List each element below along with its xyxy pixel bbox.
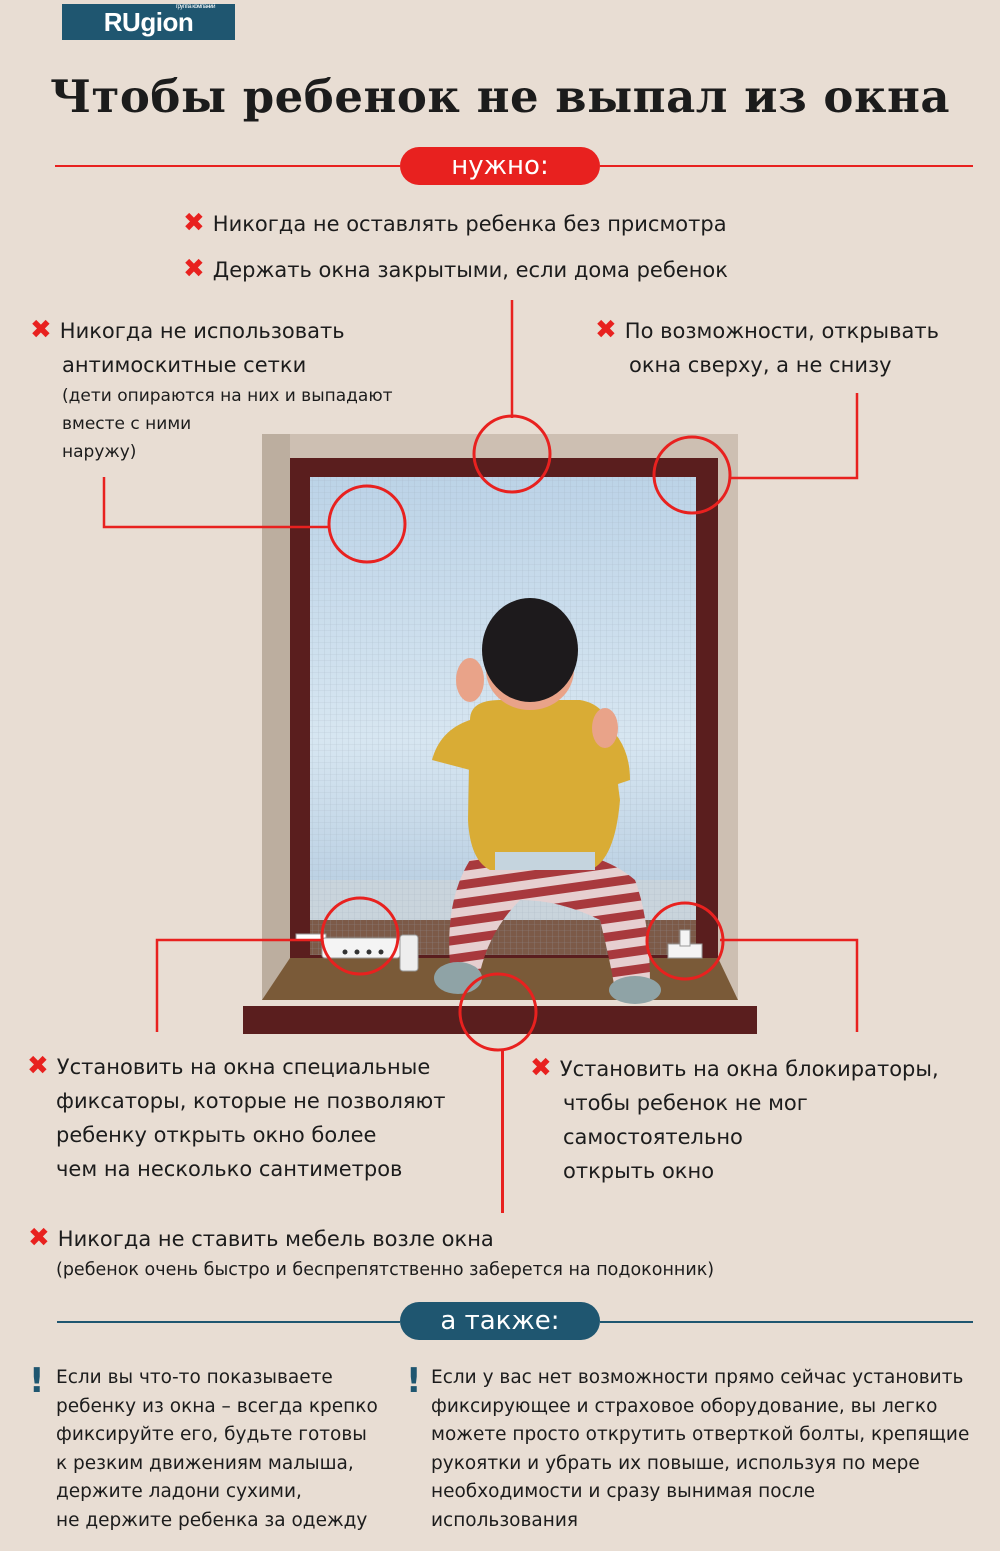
section-needed-badge: нужно: <box>400 147 600 185</box>
tip-line: фиксируйте его, будьте готовы <box>56 1424 367 1445</box>
tip-line: Если вы что-то показываете <box>56 1367 333 1388</box>
tip-line: необходимости и сразу вынимая после <box>431 1481 815 1502</box>
leader-line-furniture <box>501 1050 504 1213</box>
rule-fixators <box>27 1049 445 1186</box>
sill-edge <box>243 1006 757 1034</box>
rule-text: открыть окно <box>563 1159 715 1183</box>
rule-note: вместе с ними <box>62 414 192 434</box>
tip-line: Если у вас нет возможности прямо сейчас установить <box>431 1367 964 1388</box>
rule-text: Никогда не ставить мебель возле окна <box>57 1227 494 1251</box>
exclamation-icon: ! <box>406 1361 422 1401</box>
rule-text: чтобы ребенок не мог <box>563 1091 808 1115</box>
rule-blockers <box>530 1051 939 1188</box>
rule-note: (ребенок очень быстро и беспрепятственно заберется на подоконник) <box>56 1260 715 1280</box>
window-illustration <box>0 290 1000 1060</box>
rule-text: Держать окна закрытыми, если дома ребенок <box>212 258 728 282</box>
divider-left-blue <box>57 1321 400 1323</box>
brand-logo-text: RUgion <box>103 7 194 37</box>
tip-line: можете просто открутить отверткой болты, крепящие <box>431 1424 970 1445</box>
exclamation-icon: ! <box>29 1361 45 1401</box>
cross-icon: ✖ <box>183 254 205 284</box>
tip-line: фиксирующее и страховое оборудование, вы легко <box>431 1395 938 1417</box>
rule-text: Установить на окна специальные <box>56 1055 431 1079</box>
rule-furniture <box>28 1221 714 1284</box>
rule-text: Никогда не оставлять ребенка без присмотра <box>212 212 727 236</box>
tip-line: использования <box>431 1509 578 1531</box>
page-title: Чтобы ребенок не выпал из окна <box>49 70 951 123</box>
rule-note: наружу) <box>62 442 137 462</box>
rule-text: По возможности, открывать <box>624 319 939 343</box>
brand-logo-small: группа компаний <box>175 4 215 10</box>
rule-text: антимоскитные сетки <box>62 353 307 377</box>
brand-logo <box>62 4 235 40</box>
rule-text: самостоятельно <box>563 1125 743 1149</box>
cross-icon: ✖ <box>28 1223 50 1253</box>
tip-line: ребенку из окна – всегда крепко <box>56 1395 378 1417</box>
rule-closed-windows <box>183 252 728 287</box>
cross-icon: ✖ <box>530 1053 552 1083</box>
divider-right-blue <box>600 1321 973 1323</box>
section-also-badge: а также: <box>400 1302 600 1340</box>
tip-line: не держите ребенка за одежду <box>56 1509 368 1531</box>
rule-text: ребенку открыть окно более <box>56 1123 377 1147</box>
cross-icon: ✖ <box>30 315 52 345</box>
cross-icon: ✖ <box>27 1051 49 1081</box>
tip-line: к резким движениям малыша, <box>56 1452 354 1474</box>
tip-remove-handles <box>431 1364 969 1535</box>
rule-text: фиксаторы, которые не позволяют <box>56 1089 446 1113</box>
divider-left <box>55 165 400 167</box>
tip-line: рукоятки и убрать их повыше, используя по мере <box>431 1452 920 1474</box>
rule-note: (дети опираются на них и выпадают <box>62 386 393 406</box>
tip-line: держите ладони сухими, <box>56 1481 302 1502</box>
rule-supervision <box>183 206 727 241</box>
cross-icon: ✖ <box>183 208 205 238</box>
rule-text: окна сверху, а не снизу <box>629 353 892 377</box>
rule-text: Установить на окна блокираторы, <box>559 1057 939 1081</box>
rule-text: Никогда не использовать <box>59 319 345 343</box>
tip-showing-window <box>56 1364 378 1535</box>
rule-text: чем на несколько сантиметров <box>56 1157 403 1181</box>
divider-right <box>600 165 973 167</box>
cross-icon: ✖ <box>595 315 617 345</box>
